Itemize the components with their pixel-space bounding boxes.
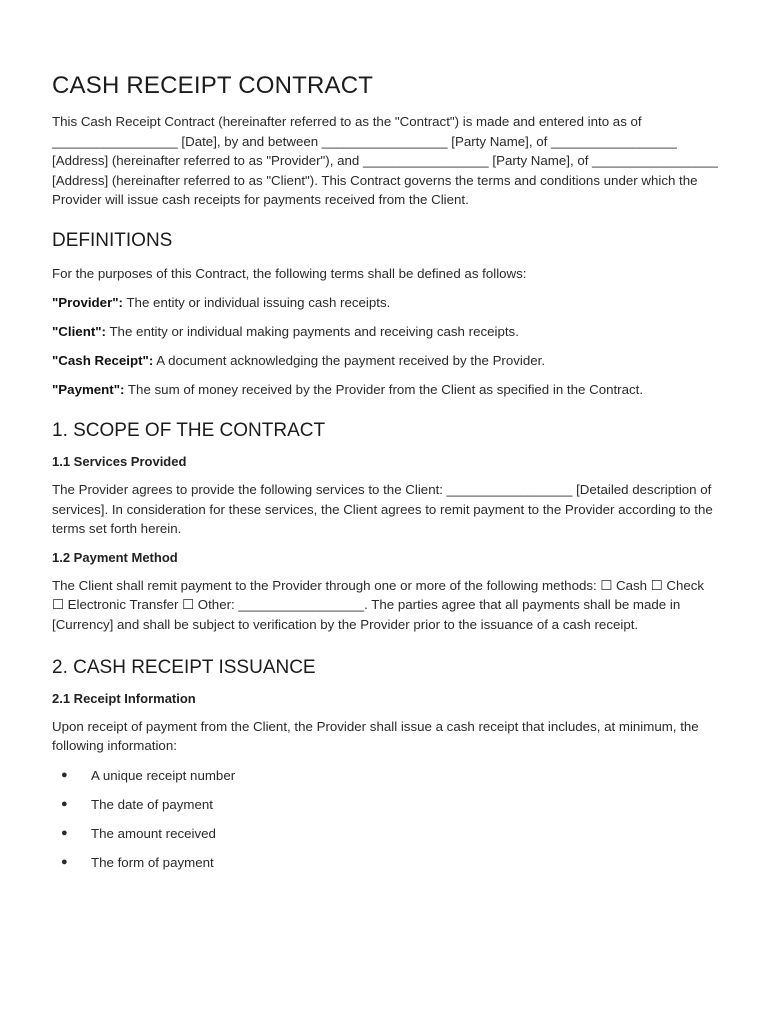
definition-text: A document acknowledging the payment received by the Provider. (153, 353, 546, 369)
subsection-2-1-heading: 2.1 Receipt Information (52, 690, 196, 706)
subsection-1-2-text: The Client shall remit payment to the Provider through one or more of the following methods: ☐ Cash ☐ Check ☐ Electronic Transfer ☐ Other: _________________. The parties agree that all payments shall be made in [Currency] and shall be subject to verification by the Provider prior to the issuance of a cash receipt. (52, 577, 705, 632)
definition-provider (52, 293, 718, 313)
list-item (52, 795, 718, 815)
subsection-1-1-heading: 1.1 Services Provided (52, 453, 187, 469)
definition-term: "Payment": (52, 382, 125, 398)
list-item-text: The form of payment (91, 855, 214, 871)
receipt-info-list (52, 766, 718, 873)
section-2-heading: 2. CASH RECEIPT ISSUANCE (52, 656, 316, 678)
list-item (52, 766, 718, 786)
list-item-text: The amount received (91, 826, 216, 842)
definition-client (52, 322, 718, 342)
definition-text: The entity or individual making payments and receiving cash receipts. (105, 324, 519, 340)
list-item-text: A unique receipt number (91, 767, 236, 783)
definitions-heading: DEFINITIONS (52, 229, 173, 251)
bullet-icon: ● (61, 827, 68, 840)
definition-text: The entity or individual issuing cash receipts. (122, 295, 391, 311)
bullet-icon: ● (61, 797, 68, 810)
document-title: CASH RECEIPT CONTRACT (52, 72, 374, 99)
definition-term: "Cash Receipt": (52, 353, 154, 369)
definitions-lead: For the purposes of this Contract, the following terms shall be defined as follows: (52, 265, 527, 281)
bullet-icon: ● (61, 856, 68, 869)
subsection-2-1-text: Upon receipt of payment from the Client, the Provider shall issue a cash receipt that includes, at minimum, the following information: (52, 718, 699, 754)
section-1-heading: 1. SCOPE OF THE CONTRACT (52, 419, 326, 441)
definition-cash-receipt (52, 351, 718, 371)
definition-text: The sum of money received by the Provider from the Client as specified in the Contract. (124, 382, 644, 398)
list-item-text: The date of payment (91, 796, 213, 812)
subsection-1-1-text: The Provider agrees to provide the following services to the Client: _________________ [Detailed description of services]. In consideration for these services, the Client agrees to remit payment to the Provider according to the terms set forth herein. (52, 481, 713, 537)
definition-payment (52, 380, 718, 400)
list-item (52, 853, 718, 873)
list-item (52, 824, 718, 844)
definition-term: "Client": (52, 324, 106, 340)
intro-paragraph: This Cash Receipt Contract (hereinafter referred to as the "Contract") is made and entered into as of _________________ [Date], by and between _________________ [Party Name], of _________________ [Address] (hereinafter referred to as "Provider"), and _________________ [Party Name], of _________________ [Address] (hereinafter referred to as "Client"). This Contract governs the terms and conditions under which the Provider will issue cash receipts for payments received from the Client. (52, 114, 718, 208)
bullet-icon: ● (61, 768, 68, 781)
subsection-1-2-heading: 1.2 Payment Method (52, 549, 178, 565)
definition-term: "Provider": (52, 295, 123, 311)
